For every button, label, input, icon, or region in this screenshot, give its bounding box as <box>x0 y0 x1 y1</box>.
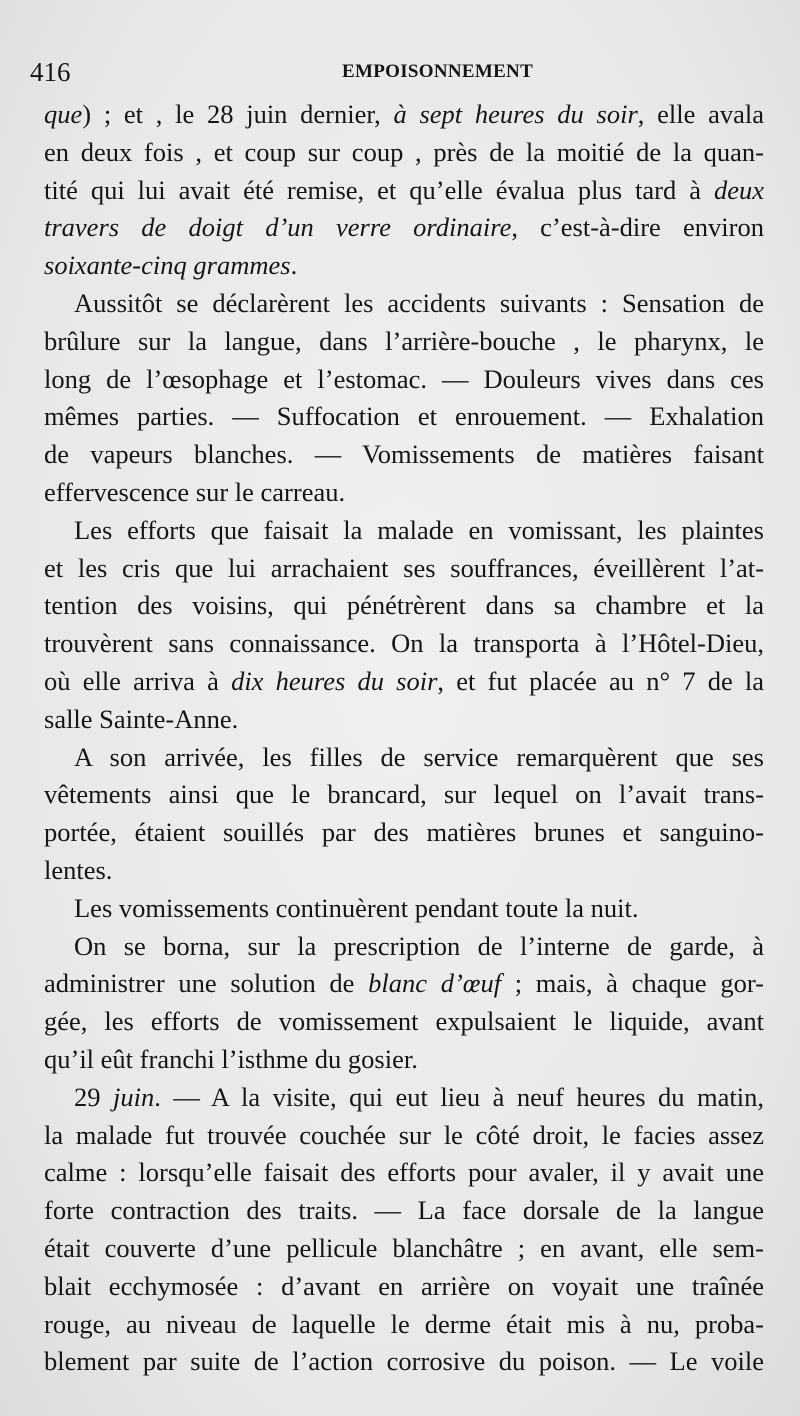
text-segment: lentes. <box>44 854 113 885</box>
text-line <box>44 1230 764 1268</box>
text-segment: . — A la visite, qui eut lieu à neuf heures du matin, <box>154 1081 764 1112</box>
text-line <box>44 134 764 172</box>
text-line <box>44 1079 764 1117</box>
text-line <box>44 663 764 701</box>
text-line <box>44 852 764 890</box>
text-line <box>44 739 764 777</box>
text-segment: brûlure sur la langue, dans l’arrière-bouche , le pharynx, le <box>44 325 764 356</box>
text-segment: gée, les efforts de vomissement expulsaient le liquide, avant <box>44 1006 764 1037</box>
italic-text: soixante-cinq grammes <box>44 250 291 281</box>
text-segment: ) ; et , le 28 juin dernier, <box>82 99 394 129</box>
text-segment: , et fut placée au n° 7 de la <box>437 665 765 696</box>
text-segment: Les efforts que faisait la malade en vomissant, les plaintes <box>74 514 764 545</box>
page-header <box>30 52 770 92</box>
text-segment: salle Sainte-Anne. <box>44 703 239 734</box>
text-line <box>44 474 764 512</box>
text-line <box>44 96 764 134</box>
text-segment: On se borna, sur la prescription de l’interne de garde, à <box>74 930 764 961</box>
text-segment: blait ecchymosée : d’avant en arrière on voyait une traînée <box>44 1270 764 1301</box>
running-title: EMPOISONNEMENT <box>342 61 534 82</box>
text-line <box>44 965 764 1003</box>
text-line <box>44 436 764 474</box>
text-segment: 29 <box>74 1081 113 1112</box>
text-line <box>44 1117 764 1155</box>
text-segment: portée, étaient souillés par des matières brunes et sanguino- <box>44 817 764 848</box>
text-segment: Aussitôt se déclarèrent les accidents suivants : Sensation de <box>74 287 764 318</box>
text-segment: , c’est-à-dire environ <box>511 212 764 243</box>
body-text <box>44 96 764 1381</box>
text-line <box>44 928 764 966</box>
text-segment: vêtements ainsi que le brancard, sur lequel on l’avait trans- <box>44 779 764 810</box>
text-segment: et les cris que lui arrachaient ses souffrances, éveillèrent l’at- <box>44 552 764 583</box>
text-segment: administrer une solution de <box>44 968 369 999</box>
text-line <box>44 776 764 814</box>
text-line <box>44 398 764 436</box>
text-line <box>44 1268 764 1306</box>
text-line <box>44 209 764 247</box>
italic-text: travers de doigt d’un verre ordinaire <box>44 212 512 243</box>
text-segment: où elle arriva à <box>44 665 232 696</box>
italic-text: blanc d’œuf <box>368 968 502 999</box>
italic-text: juin <box>112 1081 155 1112</box>
text-line <box>44 890 764 928</box>
text-segment: , elle avala <box>637 99 764 129</box>
text-segment: en deux fois , et coup sur coup , près de la moitié de la quan- <box>44 136 764 167</box>
text-segment: blement par suite de l’action corrosive du poison. — Le voile <box>44 1346 764 1377</box>
text-segment: tention des voisins, qui pénétrèrent dans sa chambre et la <box>44 590 764 621</box>
text-segment: . <box>290 250 298 281</box>
text-line <box>44 361 764 399</box>
text-segment: mêmes parties. — Suffocation et enrouement. — Exhalation <box>44 401 764 432</box>
text-line <box>44 1192 764 1230</box>
text-segment: tité qui lui avait été remise, et qu’elle évalua plus tard à <box>44 174 714 205</box>
text-segment: long de l’œsophage et l’estomac. — Douleurs vives dans ces <box>44 363 764 394</box>
text-segment: forte contraction des traits. — La face dorsale de la langue <box>44 1195 764 1226</box>
page-number: 416 <box>30 57 71 87</box>
text-segment: calme : lorsqu’elle faisait des efforts pour avaler, il y avait une <box>44 1157 764 1188</box>
italic-text: deux <box>713 174 764 205</box>
text-line <box>44 1003 764 1041</box>
text-line <box>44 625 764 663</box>
text-line <box>44 587 764 625</box>
text-segment: trouvèrent sans connaissance. On la transporta à l’Hôtel-Dieu, <box>44 628 764 659</box>
text-line <box>44 701 764 739</box>
text-segment: effervescence sur le carreau. <box>44 476 346 507</box>
text-line <box>44 285 764 323</box>
text-segment: qu’il eût franchi l’isthme du gosier. <box>44 1043 418 1074</box>
italic-text: que <box>44 99 83 129</box>
text-segment: Les vomissements continuèrent pendant toute la nuit. <box>74 892 639 923</box>
text-segment: rouge, au niveau de laquelle le derme était mis à nu, proba- <box>44 1308 764 1339</box>
text-line <box>44 1041 764 1079</box>
text-line <box>44 512 764 550</box>
text-segment: était couverte d’une pellicule blanchâtre ; en avant, elle sem- <box>44 1232 764 1263</box>
text-line <box>44 1343 764 1381</box>
text-segment: ; mais, à chaque gor- <box>501 968 764 999</box>
italic-text: à sept heures du soir <box>393 99 638 129</box>
italic-text: dix heures du soir <box>231 665 438 696</box>
text-line <box>44 323 764 361</box>
text-line <box>44 814 764 852</box>
text-segment: de vapeurs blanches. — Vomissements de matières faisant <box>44 439 764 470</box>
text-segment: la malade fut trouvée couchée sur le côté droit, le facies assez <box>44 1119 764 1150</box>
text-line <box>44 550 764 588</box>
text-line <box>44 1306 764 1344</box>
text-line <box>44 1154 764 1192</box>
text-segment: A son arrivée, les filles de service remarquèrent que ses <box>74 741 764 772</box>
text-line <box>44 172 764 210</box>
text-line <box>44 247 764 285</box>
